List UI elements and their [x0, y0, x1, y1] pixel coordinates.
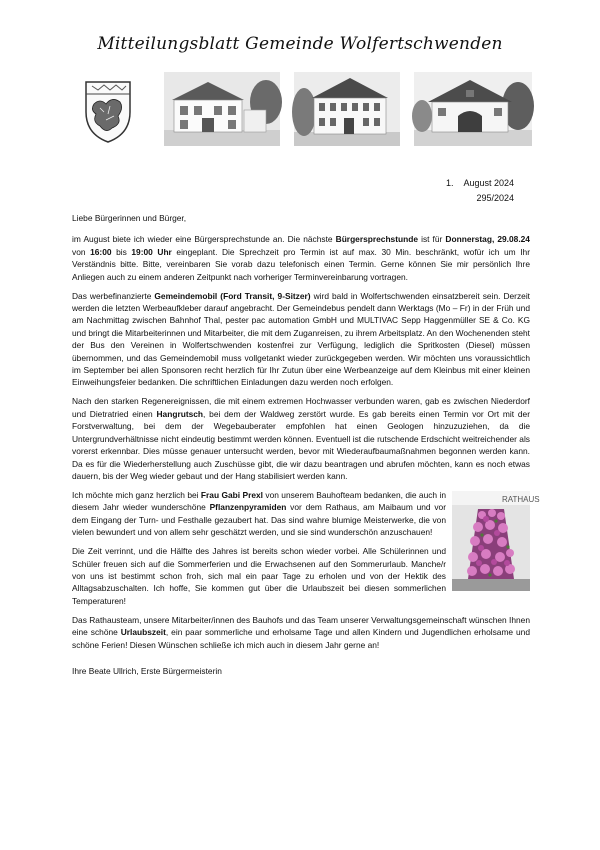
- photo-sign-text: RATHAUS: [502, 494, 540, 504]
- coat-of-arms: [78, 72, 138, 146]
- salutation: Liebe Bürgerinnen und Bürger,: [72, 213, 187, 223]
- date-number: 1.: [445, 178, 454, 188]
- date-block: [446, 176, 514, 206]
- letter-body: [72, 212, 540, 684]
- header-images: [78, 72, 538, 150]
- date-line: [446, 176, 514, 191]
- paragraph-consultation-hours: im August biete ich wieder eine Bürgersprechstunde an. Die nächste Bürgersprechstunde ist für Donnerstag, 29.08.24 von 16:00 bis 19:00 Uhr eingeplant. Die Sprechzeit pro Termin ist auf max. 30 Min. beschränkt, wofür ich um Ihr Verständnis bitte. Bitte, vereinbaren Sie vorab dazu telefonisch einen Termin. Gerne können Sie mir persönlich Ihre Anliegen auch zu einem anderen Zeitpunkt nach vorheriger Terminvereinbarung vortragen.: [72, 234, 530, 282]
- flower-pyramid-photo: [452, 491, 540, 591]
- paragraph-summer: Die Zeit verrinnt, und die Hälfte des Jahres ist bereits schon wieder vorbei. Alle Schülerinnen und Schüler freuen sich auf die Sommerferien und die Erwachsenen auf den Sommerurlaub. Manche/r von uns ist bestimmt schon froh, sich mal ein paar Tage zu erholen und von der Hektik des Alltagsabzuschalten. Ich hoffe, Sie kommen gut über die Urlaubszeit bei diesen sommerlichen Temperaturen!: [72, 546, 446, 606]
- date-month-year: August 2024: [463, 178, 514, 188]
- town-hall-photo: [164, 72, 280, 146]
- paragraph-community-bus: Das werbefinanzierte Gemeindemobil (Ford Transit, 9-Sitzer) wird bald in Wolfertschwenden einsatzbereit sein. Derzeit werden die letzten Werbeaufkleber darauf angebracht. Der Gemeindebus pendelt dann Werktags (Mo – Fr) in der Früh und am Nachmittag zwischen Bahnhof Thal, pester pac automation GmbH und MULTIVAC Sepp Haggenmüller SE & Co. KG und bringt die Mitarbeiterinnen und Mitarbeiter, die mit dem Zuganreisen, zu ihrem Arbeitsplatz. An den Wochenenden steht der Bus den Vereinen in Wolfertschwenden kostenfrei zur Verfügung, lediglich die Spritkosten (Diesel) müssen übernommen, und das Gemeindemobil muss vollgetankt wieder zurückgegeben werden. Wir möchten uns voraussichtlich im September bei allen Sponsoren recht herzlich für Ihr Zutun über eine Werbeanzeige auf dem Kleinbus mit einer kleinen Einweihungsfeier bedanken. Die schriftlichen Einladungen dazu werden noch erfolgen.: [72, 290, 531, 388]
- paragraph-thanks-gardener: Ich möchte mich ganz herzlich bei Frau Gabi Prexl von unserem Bauhofteam bedanken, die auch in diesem Jahr wieder wunderschöne Pflanzenpyramiden vor dem Rathaus, am Maibaum und vor dem Eingang der Turn- und Festhalle gezaubert hat. Das sind wahre blumige Meisterwerke, die von vielen bewundert und von allem sehr geschätzt werden, und sie sind wunderschön anzuschauen!: [72, 489, 447, 538]
- signature: Ihre Beate Ullrich, Erste Bürgermeisterin: [72, 665, 222, 676]
- paragraph-landslide: Nach den starken Regenereignissen, die mit einem extremen Hochwasser verbunden waren, gab es zwischen Niederdorf und Dietratried einen Hangrutsch, bei dem der Waldweg zerstört wurde. Es gab bereits einen Termin vor Ort mit der Forstverwaltung, bei dem der Wegebauberater empfohlen hat einen Geologen hinzuzuziehen, da die Untergrundverhältnisse nicht eindeutig bestimmt werden können. Eventuell ist die rutschende Erdschicht weitreichender als vorerst erkennbar. Dies müsse genauer untersucht werden, bevor mit Wiederaufbaumaßnahmen begonnen werden kann. Da es für die Wiederherstellung auch Zuschüsse gibt, die wir dazu beantragen und abrufen möchten, kann es noch etwas dauern, bis der Weg wieder gebaut und der Hang stabilisiert werden kann.: [72, 396, 530, 481]
- page-title: Mitteilungsblatt Gemeinde Wolfertschwenden: [97, 34, 503, 54]
- issue-number: 295/2024: [476, 193, 514, 203]
- barn-photo: [414, 72, 532, 146]
- paragraph-wishes: Das Rathausteam, unsere Mitarbeiter/innen des Bauhofs und das Team unserer Verwaltungsgemeinschaft wünschen Ihnen eine schöne Urlaubszeit, ein paar sommerliche und erholsame Tage und allen Kindern und Jugendlichen erholsame und schöne Ferien! Diesen Wünschen schließe ich mich auch in diesem Jahr gerne an!: [72, 614, 530, 650]
- historic-building-photo: [294, 72, 400, 146]
